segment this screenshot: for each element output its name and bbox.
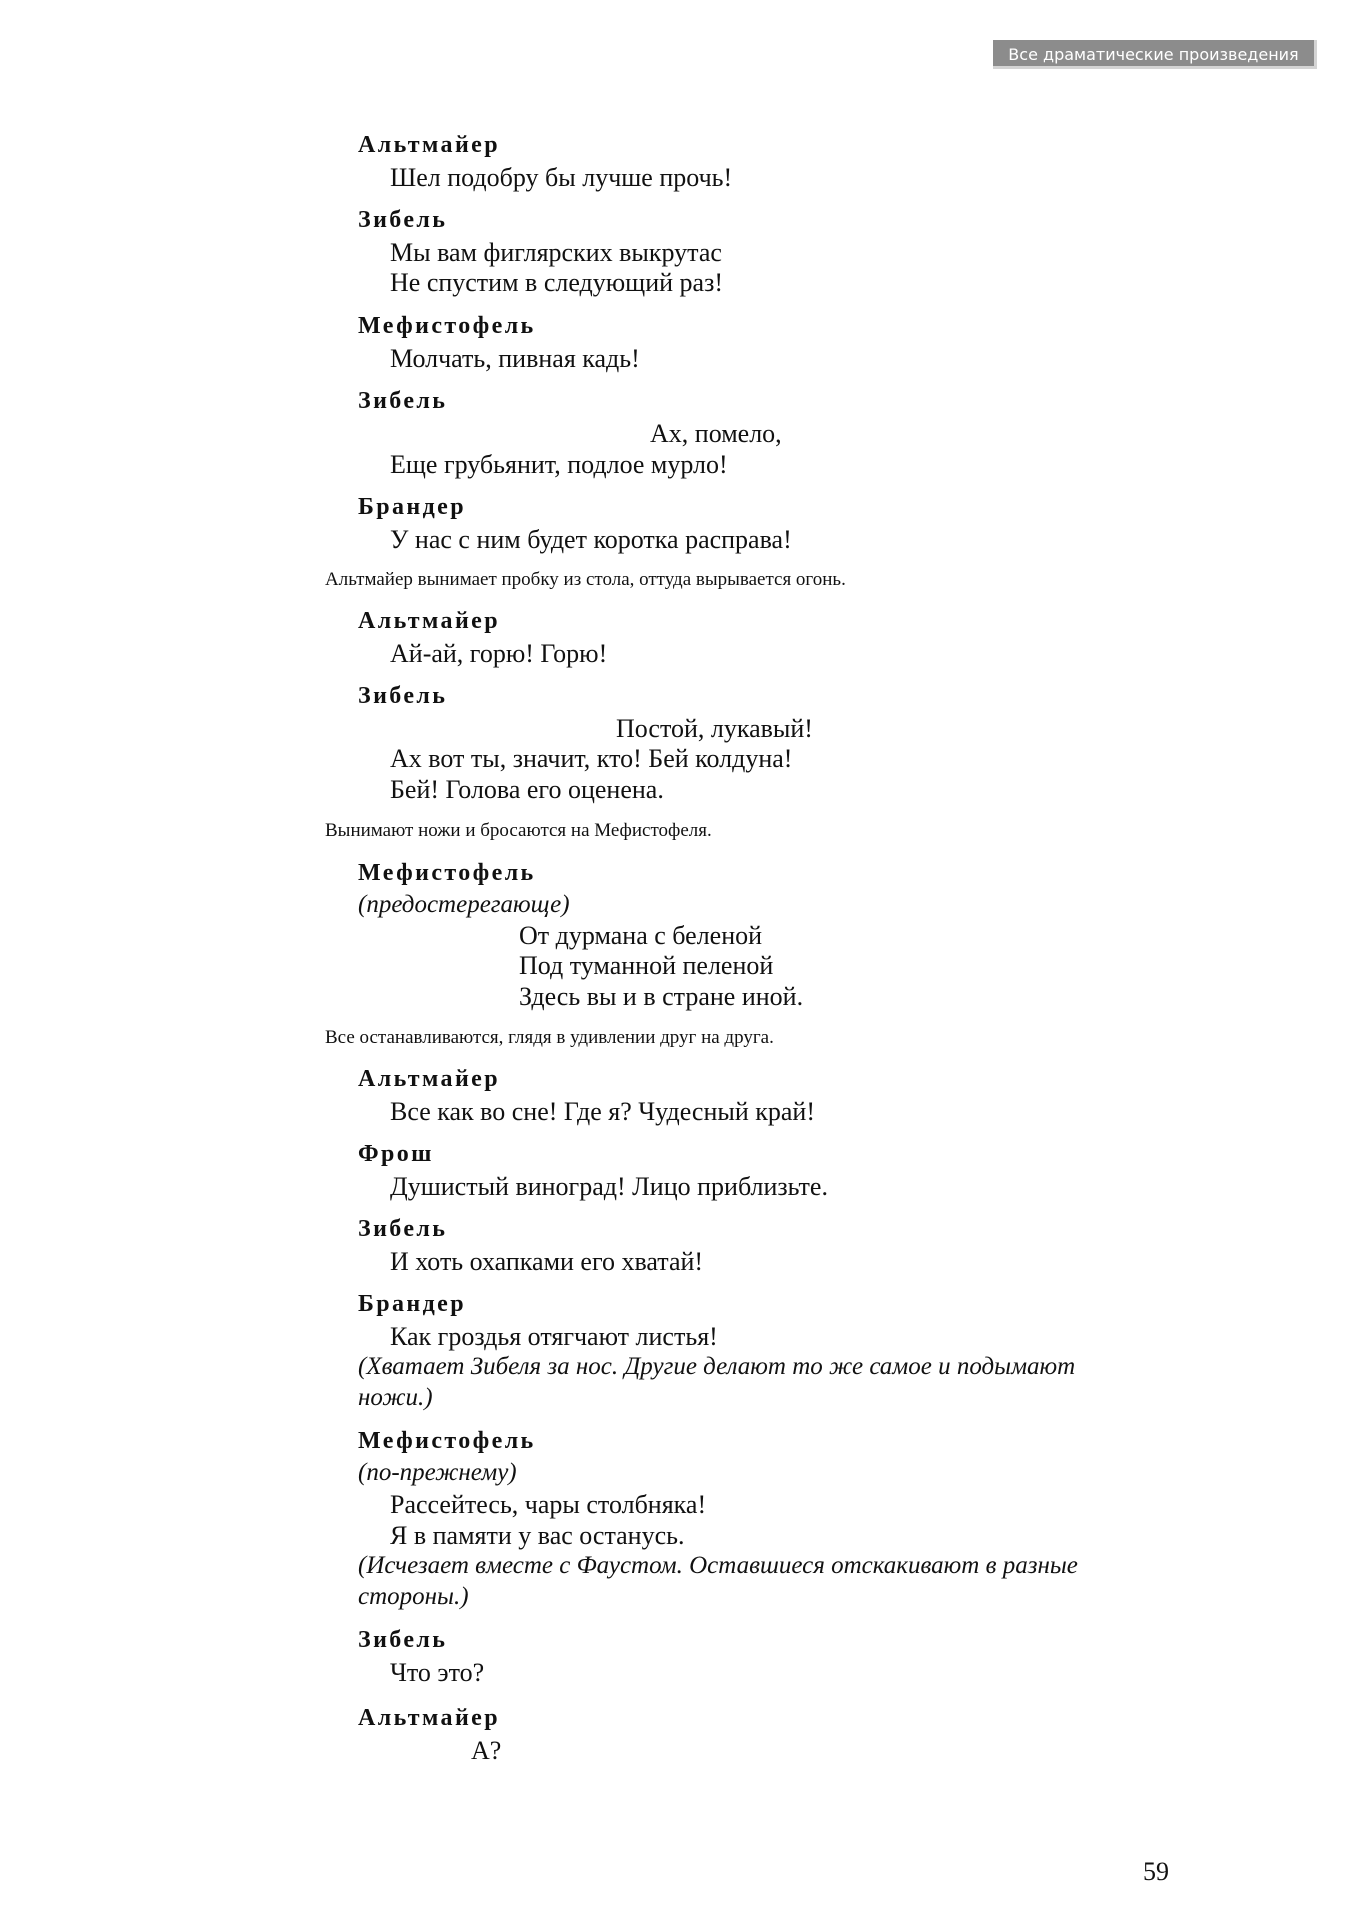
parenthetical: (предостерегающе) xyxy=(358,891,570,918)
speaker-name: Брандер xyxy=(358,1291,466,1317)
speaker-name: Зибель xyxy=(358,1627,448,1653)
parenthetical: (Хватает Зибеля за нос. Другие делают то же самое и подымают xyxy=(358,1353,1076,1380)
speaker-name: Зибель xyxy=(358,1216,448,1242)
verse-line: Душистый виноград! Лицо приблизьте. xyxy=(390,1172,828,1201)
speaker-name: Зибель xyxy=(358,683,448,709)
stage-direction: Альтмайер вынимает пробку из стола, оттуда вырывается огонь. xyxy=(325,569,846,590)
verse-line: А? xyxy=(471,1736,502,1765)
verse-line: Что это? xyxy=(390,1658,485,1687)
verse-line: Шел подобру бы лучше прочь! xyxy=(390,163,733,192)
verse-line: Еще грубьянит, подлое мурло! xyxy=(390,450,728,479)
verse-line: Молчать, пивная кадь! xyxy=(390,344,640,373)
verse-line: И хоть охапками его хватай! xyxy=(390,1247,704,1276)
parenthetical: (Исчезает вместе с Фаустом. Оставшиеся отскакивают в разные xyxy=(358,1552,1078,1579)
parenthetical: ножи.) xyxy=(358,1384,433,1411)
verse-line: Ах, помело, xyxy=(650,419,782,448)
speaker-name: Альтмайер xyxy=(358,1066,500,1092)
verse-line: У нас с ним будет коротка расправа! xyxy=(390,525,792,554)
verse-line: От дурмана с беленой xyxy=(519,921,763,950)
verse-line: Здесь вы и в стране иной. xyxy=(519,982,804,1011)
speaker-name: Альтмайер xyxy=(358,1705,500,1731)
verse-line: Не спустим в следующий раз! xyxy=(390,268,723,297)
speaker-name: Мефистофель xyxy=(358,313,536,339)
parenthetical: (по-прежнему) xyxy=(358,1459,517,1486)
stage-direction: Вынимают ножи и бросаются на Мефистофеля. xyxy=(325,820,712,841)
speaker-name: Фрош xyxy=(358,1141,434,1167)
verse-line: Бей! Голова его оценена. xyxy=(390,775,664,804)
verse-line: Ах вот ты, значит, кто! Бей колдуна! xyxy=(390,744,793,773)
speaker-name: Мефистофель xyxy=(358,860,536,886)
page-number: 59 xyxy=(1143,1857,1169,1886)
verse-line: Постой, лукавый! xyxy=(616,714,813,743)
verse-line: Мы вам фиглярских выкрутас xyxy=(390,238,722,267)
speaker-name: Зибель xyxy=(358,388,448,414)
speaker-name: Мефистофель xyxy=(358,1428,536,1454)
speaker-name: Брандер xyxy=(358,494,466,520)
verse-line: Рассейтесь, чары столбняка! xyxy=(390,1490,707,1519)
verse-line: Все как во сне! Где я? Чудесный край! xyxy=(390,1097,816,1126)
speaker-name: Альтмайер xyxy=(358,608,500,634)
speaker-name: Альтмайер xyxy=(358,132,500,158)
verse-line: Ай-ай, горю! Горю! xyxy=(390,639,608,668)
verse-line: Как гроздья отягчают листья! xyxy=(390,1322,718,1351)
parenthetical: стороны.) xyxy=(358,1583,469,1610)
verse-line: Под туманной пеленой xyxy=(519,951,774,980)
running-header: Все драматические произведения xyxy=(993,40,1317,69)
stage-direction: Все останавливаются, глядя в удивлении друг на друга. xyxy=(325,1027,774,1048)
speaker-name: Зибель xyxy=(358,207,448,233)
verse-line: Я в памяти у вас останусь. xyxy=(390,1521,685,1550)
